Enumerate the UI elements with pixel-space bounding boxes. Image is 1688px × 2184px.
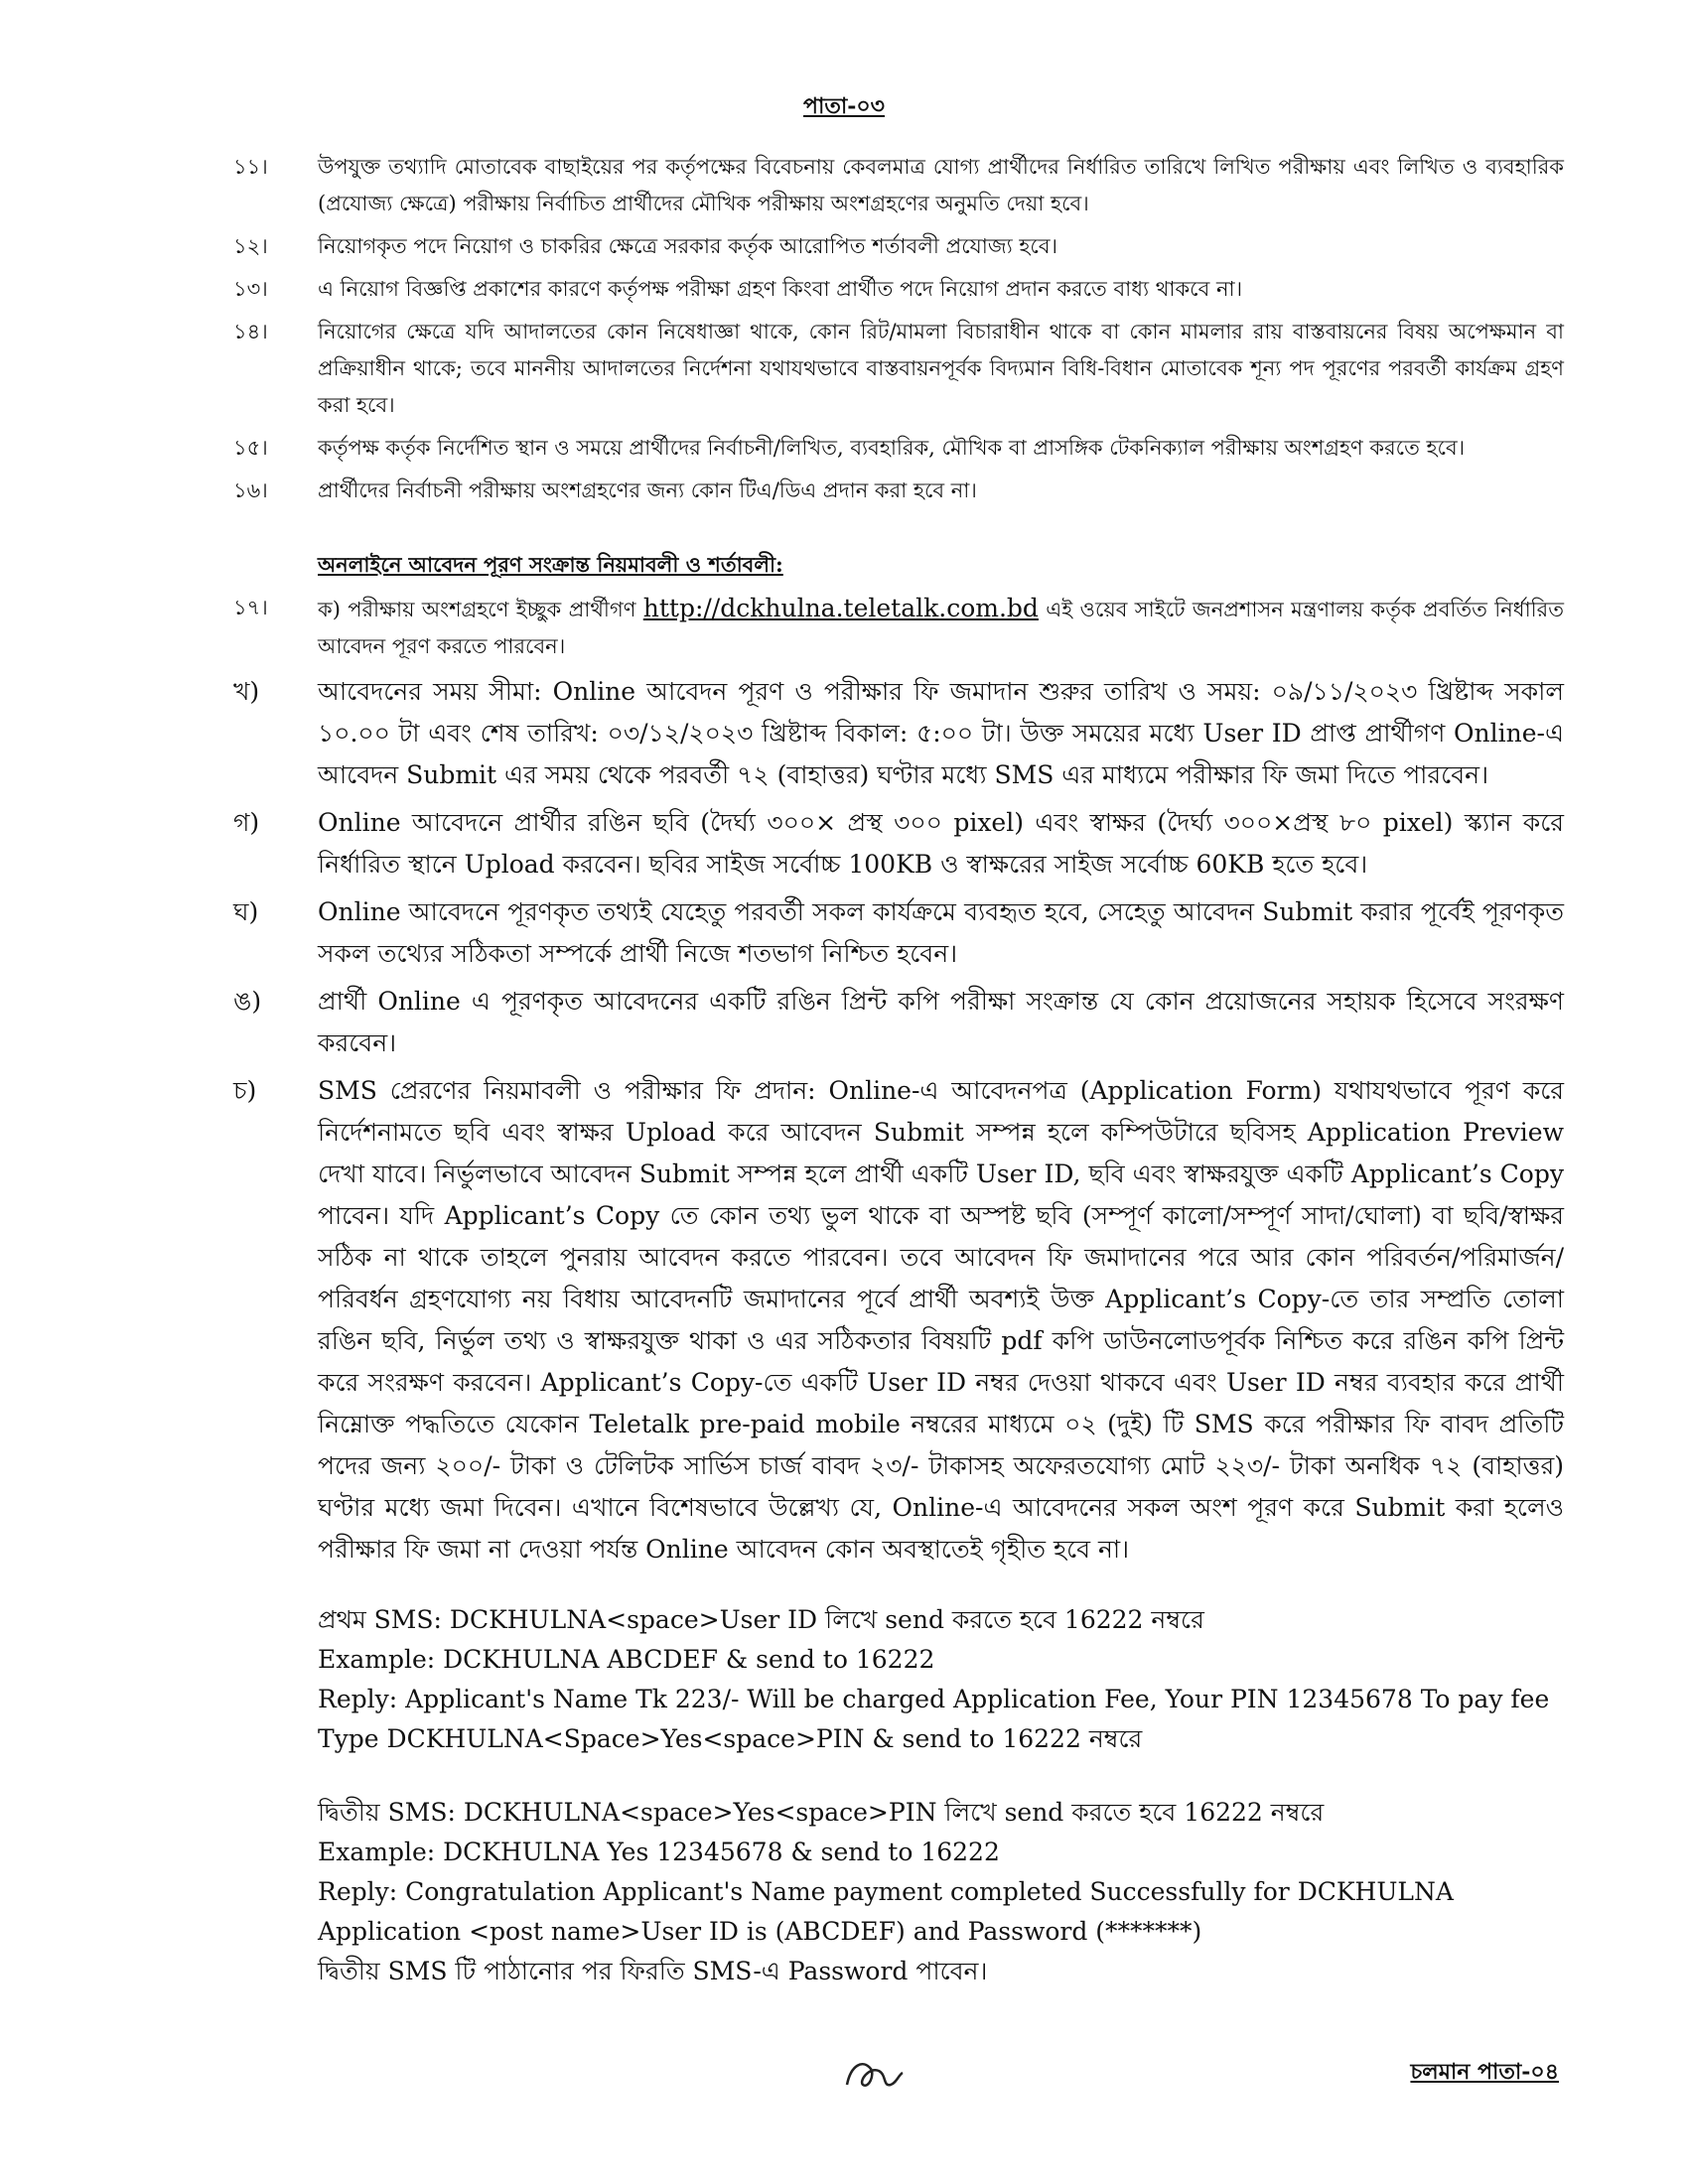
list-item bbox=[233, 1070, 1564, 1570]
second-sms-block bbox=[318, 1793, 1564, 1991]
item-number: গ) bbox=[233, 808, 260, 837]
item-text: Online আবেদনে পূরণকৃত তথ্যই যেহেতু পরবর্তী সকল কার্যক্রমে ব্যবহৃত হবে, সেহেতু আবেদন Submit করার পূর্বেই পূরণকৃত সকল তথ্যের সঠিকতা সম্পর্কে প্রার্থী নিজে শতভাগ নিশ্চিত হবেন। bbox=[318, 897, 1564, 968]
item-number: ঘ) bbox=[233, 897, 259, 926]
list-item bbox=[233, 271, 1564, 308]
sms-example: Example: DCKHULNA Yes 12345678 & send to 16222 bbox=[318, 1838, 1000, 1866]
continued-page-label: চলমান পাতা-০৪ bbox=[1410, 2059, 1559, 2085]
list-item bbox=[233, 981, 1564, 1064]
item-number: ১৪। bbox=[233, 320, 268, 343]
online-section-heading: অনলাইনে আবেদন পূরণ সংক্রান্ত নিয়মাবলী ও শর্তাবলী: bbox=[318, 552, 783, 577]
list-item bbox=[233, 473, 1564, 509]
item-number: ১২। bbox=[233, 234, 268, 258]
item-text: এই ওয়েব সাইটে জনপ্রশাসন মন্ত্রণালয় কর্তৃক প্রবর্তিত নির্ধারিত আবেদন পূরণ করতে পারবেন। bbox=[318, 598, 1564, 658]
list-item bbox=[233, 671, 1564, 796]
item-text: কর্তৃপক্ষ কর্তৃক নির্দেশিত স্থান ও সময়ে প্রার্থীদের নির্বাচনী/লিখিত, ব্যবহারিক, মৌখিক বা প্রাসঙ্গিক টেকনিক্যাল পরীক্ষায় অংশগ্রহণ করতে হবে। bbox=[318, 436, 1466, 460]
sms-note: দ্বিতীয় SMS টি পাঠানোর পর ফিরতি SMS-এ Password পাবেন। bbox=[318, 1957, 988, 1985]
item-number: ঙ) bbox=[233, 987, 262, 1016]
list-item bbox=[233, 314, 1564, 424]
sms-example: Example: DCKHULNA ABCDEF & send to 16222 bbox=[318, 1645, 935, 1674]
list-item bbox=[233, 430, 1564, 467]
list-item bbox=[233, 590, 1564, 665]
website-link[interactable]: http://dckhulna.teletalk.com.bd bbox=[642, 594, 1039, 622]
item-text: প্রার্থী Online এ পূরণকৃত আবেদনের একটি রঙিন প্রিন্ট কপি পরীক্ষা সংক্রান্ত যে কোন প্রয়োজনের সহায়ক হিসেবে সংরক্ষণ করবেন। bbox=[318, 987, 1564, 1057]
item-text: আবেদনের সময় সীমা: Online আবেদন পূরণ ও পরীক্ষার ফি জমাদান শুরুর তারিখ ও সময়: ০৯/১১/২০২৩ খ্রিষ্টাব্দ সকাল ১০.০০ টা এবং শেষ তারিখ: ০৩/১২/২০২৩ খ্রিষ্টাব্দ বিকাল: ৫:০০ টা। উক্ত সময়ের মধ্যে User ID প্রাপ্ত প্রার্থীগণ Online-এ আবেদন Submit এর সময় থেকে পরবর্তী ৭২ (বাহাত্তর) ঘণ্টার মধ্যে SMS এর মাধ্যমে পরীক্ষার ফি জমা দিতে পারবেন। bbox=[318, 677, 1564, 789]
item-number: চ) bbox=[233, 1076, 257, 1105]
item-text: এ নিয়োগ বিজ্ঞপ্তি প্রকাশের কারণে কর্তৃপক্ষ পরীক্ষা গ্রহণ কিংবা প্রার্থীত পদে নিয়োগ প্রদান করতে বাধ্য থাকবে না। bbox=[318, 277, 1243, 301]
list-item bbox=[233, 891, 1564, 975]
sms-reply: Reply: Congratulation Applicant's Name payment completed Successfully for DCKHULNA Application <post name>User ID is (ABCDEF) and Password (*******) bbox=[318, 1877, 1454, 1946]
item-text: প্রার্থীদের নির্বাচনী পরীক্ষায় অংশগ্রহণের জন্য কোন টিএ/ডিএ প্রদান করা হবে না। bbox=[318, 478, 977, 502]
item-text: ক) পরীক্ষায় অংশগ্রহণে ইচ্ছুক প্রার্থীগণ bbox=[318, 598, 636, 621]
document-body bbox=[233, 149, 1564, 1991]
list-item bbox=[233, 228, 1564, 265]
list-item bbox=[233, 149, 1564, 222]
item-number: ১১। bbox=[233, 155, 268, 179]
item-number: খ) bbox=[233, 677, 260, 706]
list-item bbox=[233, 802, 1564, 886]
sms-instruction: প্রথম SMS: DCKHULNA<space>User ID লিখে send করতে হবে 16222 নম্বরে bbox=[318, 1605, 1204, 1634]
sms-instruction: দ্বিতীয় SMS: DCKHULNA<space>Yes<space>PIN লিখে send করতে হবে 16222 নম্বরে bbox=[318, 1798, 1325, 1827]
item-text: উপযুক্ত তথ্যাদি মোতাবেক বাছাইয়ের পর কর্তৃপক্ষের বিবেচনায় কেবলমাত্র যোগ্য প্রার্থীদের নির্ধারিত তারিখে লিখিত পরীক্ষায় এবং লিখিত ও ব্যবহারিক (প্রযোজ্য ক্ষেত্রে) পরীক্ষায় নির্বাচিত প্রার্থীদের মৌখিক পরীক্ষায় অংশগ্রহণের অনুমতি দেয়া হবে। bbox=[318, 155, 1564, 215]
item-number: ১৬। bbox=[233, 478, 268, 502]
item-number: ১৫। bbox=[233, 436, 268, 460]
item-number: ১৩। bbox=[233, 277, 268, 301]
item-text: Online আবেদনে প্রার্থীর রঙিন ছবি (দৈর্ঘ্য ৩০০× প্রস্থ ৩০০ pixel) এবং স্বাক্ষর (দৈর্ঘ্য ৩০০×প্রস্থ ৮০ pixel) স্ক্যান করে নির্ধারিত স্থানে Upload করবেন। ছবির সাইজ সর্বোচ্চ 100KB ও স্বাক্ষরের সাইজ সর্বোচ্চ 60KB হতে হবে। bbox=[318, 808, 1564, 879]
sms-reply: Reply: Applicant's Name Tk 223/- Will be charged Application Fee, Your PIN 12345678 To pay fee Type DCKHULNA<Space>Yes<space>PIN & send to 16222 নম্বরে bbox=[318, 1685, 1550, 1753]
item-text: নিয়োগকৃত পদে নিয়োগ ও চাকরির ক্ষেত্রে সরকার কর্তৃক আরোপিত শর্তাবলী প্রযোজ্য হবে। bbox=[318, 234, 1058, 258]
item-text: SMS প্রেরণের নিয়মাবলী ও পরীক্ষার ফি প্রদান: Online-এ আবেদনপত্র (Application Form) যথাযথভাবে পূরণ করে নির্দেশনামতে ছবি এবং স্বাক্ষর Upload করে আবেদন Submit সম্পন্ন হলে কম্পিউটারে ছবিসহ Application Preview দেখা যাবে। নির্ভুলভাবে আবেদন Submit সম্পন্ন হলে প্রার্থী একটি User ID, ছবি এবং স্বাক্ষরযুক্ত একটি Applicant’s Copy পাবেন। যদি Applicant’s Copy তে কোন তথ্য ভুল থাকে বা অস্পষ্ট ছবি (সম্পূর্ণ কালো/সম্পূর্ণ সাদা/ঘোলা) বা ছবি/স্বাক্ষর সঠিক না থাকে তাহলে পুনরায় আবেদন করতে পারবেন। তবে আবেদন ফি জমাদানের পরে আর কোন পরিবর্তন/পরিমার্জন/পরিবর্ধন গ্রহণযোগ্য নয় বিধায় আবেদনটি জমাদানের পূর্বে প্রার্থী অবশ্যই উক্ত Applicant’s Copy-তে তার সম্প্রতি তোলা রঙিন ছবি, নির্ভুল তথ্য ও স্বাক্ষরযুক্ত থাকা ও এর সঠিকতার বিষয়টি pdf কপি ডাউনলোডপূর্বক নিশ্চিত করে রঙিন কপি প্রিন্ট করে সংরক্ষণ করবেন। Applicant’s Copy-তে একটি User ID নম্বর দেওয়া থাকবে এবং User ID নম্বর ব্যবহার করে প্রার্থী নিম্নোক্ত পদ্ধতিতে যেকোন Teletalk pre-paid mobile নম্বরের মাধ্যমে ০২ (দুই) টি SMS করে পরীক্ষার ফি বাবদ প্রতিটি পদের জন্য ২০০/- টাকা ও টেলিটক সার্ভিস চার্জ বাবদ ২৩/- টাকাসহ অফেরতযোগ্য মোট ২২৩/- টাকা অনধিক ৭২ (বাহাত্তর) ঘণ্টার মধ্যে জমা দিবেন। এখানে বিশেষভাবে উল্লেখ্য যে, Online-এ আবেদনের সকল অংশ পূরণ করে Submit করা হলেও পরীক্ষার ফি জমা না দেওয়া পর্যন্ত Online আবেদন কোন অবস্থাতেই গৃহীত হবে না। bbox=[318, 1076, 1564, 1564]
first-sms-block bbox=[318, 1600, 1564, 1759]
page-number: পাতা-০৩ bbox=[803, 93, 885, 119]
signature-mark bbox=[839, 2045, 909, 2105]
item-number: ১৭। bbox=[233, 596, 268, 619]
item-text: নিয়োগের ক্ষেত্রে যদি আদালতের কোন নিষেধাজ্ঞা থাকে, কোন রিট/মামলা বিচারাধীন থাকে বা কোন মামলার রায় বাস্তবায়নের বিষয় অপেক্ষমান বা প্রক্রিয়াধীন থাকে; তবে মাননীয় আদালতের নির্দেশনা যথাযথভাবে বাস্তবায়নপূর্বক বিদ্যমান বিধি-বিধান মোতাবেক শূন্য পদ পূরণের পরবর্তী কার্যক্রম গ্রহণ করা হবে। bbox=[318, 320, 1564, 417]
